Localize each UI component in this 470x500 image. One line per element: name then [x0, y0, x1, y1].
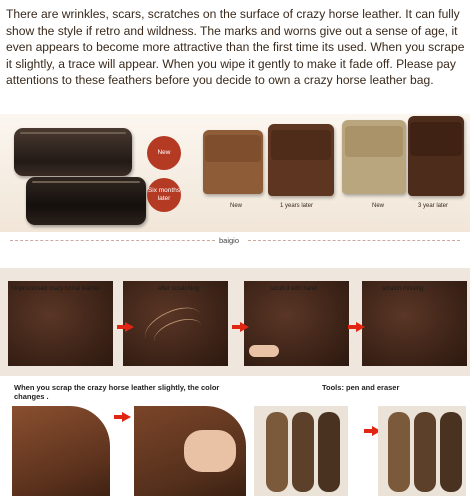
leather-bag-scraped-photo: [134, 406, 246, 496]
divider-line: [10, 240, 215, 241]
bag-caption: New: [230, 203, 243, 209]
bag-caption: 1 years later: [280, 203, 314, 209]
leather-scrub-image: [244, 281, 349, 366]
process-step-label: after scratching: [158, 286, 200, 292]
wallet-new-image: [14, 128, 132, 176]
wallet-aged-image: [26, 177, 146, 225]
new-badge: New: [147, 136, 181, 170]
messenger-bag-new-image: [203, 130, 263, 194]
bag-caption: New: [372, 203, 385, 209]
backpack-new-image: [342, 120, 406, 194]
arrow-right-icon: [356, 322, 365, 332]
brand-label: baigio: [219, 236, 240, 245]
arrow-right-icon: [125, 322, 134, 332]
process-step-label: scratch missing: [382, 286, 424, 292]
process-step-label: Unprocessed crazy horse leather: [12, 286, 101, 292]
bag-caption: 3 year later: [418, 203, 449, 209]
backpack-aged-image: [408, 116, 464, 196]
six-months-badge: Six months later: [147, 178, 181, 212]
leather-unprocessed-image: [8, 281, 113, 366]
sling-bags-after-photo: [378, 406, 466, 496]
process-step-label: scrub it with hand: [270, 286, 317, 292]
leather-bag-photo: [12, 406, 110, 496]
intro-paragraph: There are wrinkles, scars, scratches on the surface of crazy horse leather. It can fully show the style if retro and wildness. The marks and worns give out a sense of age, it even appears to become more attractive than the first time its used. When you scrape it slightly, a trace will appear. When you wipe it gently to make it fade off. Please pay attentions to these feathers before you decide to own a crazy horse leather bag.: [6, 7, 465, 87]
arrow-right-icon: [240, 322, 249, 332]
messenger-bag-aged-image: [268, 124, 334, 196]
leather-restored-image: [362, 281, 467, 366]
arrow-right-icon: [122, 412, 131, 422]
tools-caption: Tools: pen and eraser: [322, 383, 400, 392]
divider-line: [248, 240, 460, 241]
sling-bags-before-photo: [254, 406, 348, 496]
leather-scratched-image: [123, 281, 228, 366]
scrape-caption: When you scrap the crazy horse leather slightly, the color changes .: [14, 383, 220, 401]
